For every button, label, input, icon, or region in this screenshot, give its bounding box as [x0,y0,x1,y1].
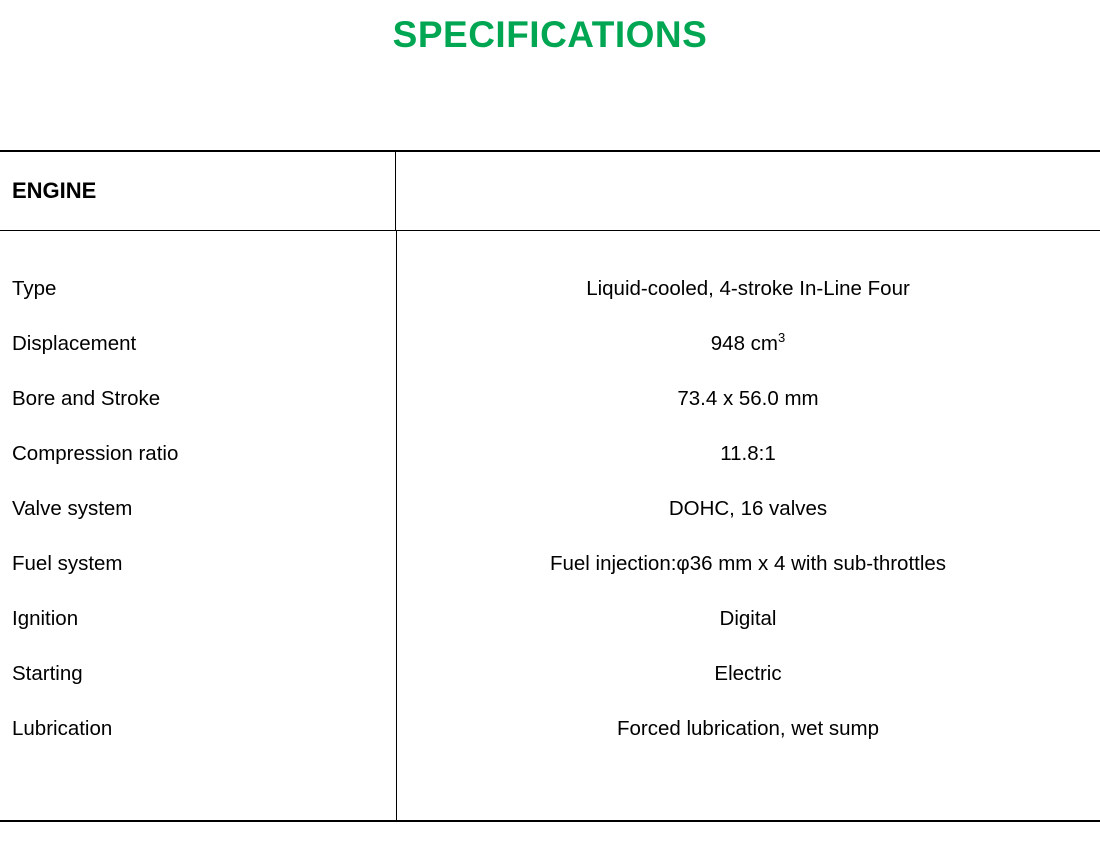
row-label: Type [12,276,57,300]
row-value: Electric [714,661,782,685]
row-label: Valve system [12,496,133,520]
row-label: Lubrication [12,716,113,740]
row-value: Liquid-cooled, 4-stroke In-Line Four [586,276,910,300]
table-section-header [0,152,1100,231]
row-value: 11.8:1 [720,441,776,465]
table-row [0,646,1100,701]
row-value: Fuel injection:φ36 mm x 4 with sub-throttles [549,551,947,575]
table-row [0,481,1100,536]
row-label: Fuel system [12,551,123,575]
table-row [0,261,1100,316]
table-row [0,701,1100,756]
row-value: Forced lubrication, wet sump [616,716,880,740]
row-label: Bore and Stroke [12,386,161,410]
row-label: Compression ratio [12,441,179,465]
column-divider [396,230,397,820]
specifications-table [0,150,1100,822]
row-label: Ignition [12,606,79,630]
row-value: DOHC, 16 valves [668,496,828,520]
row-label: Starting [12,661,83,685]
row-value: Digital [719,606,777,630]
table-body [0,231,1100,820]
row-value [396,329,1100,356]
row-value: 73.4 x 56.0 mm [677,386,819,410]
section-title: ENGINE [0,152,396,230]
table-row [0,371,1100,426]
row-value-text: 948 cm [710,331,778,355]
section-header-value [396,152,1100,230]
page-title: SPECIFICATIONS [392,14,708,55]
table-row [0,316,1100,371]
row-label: Displacement [12,331,137,355]
table-row [0,591,1100,646]
table-row [0,426,1100,481]
table-row [0,536,1100,591]
row-value-superscript: 3 [778,329,786,345]
